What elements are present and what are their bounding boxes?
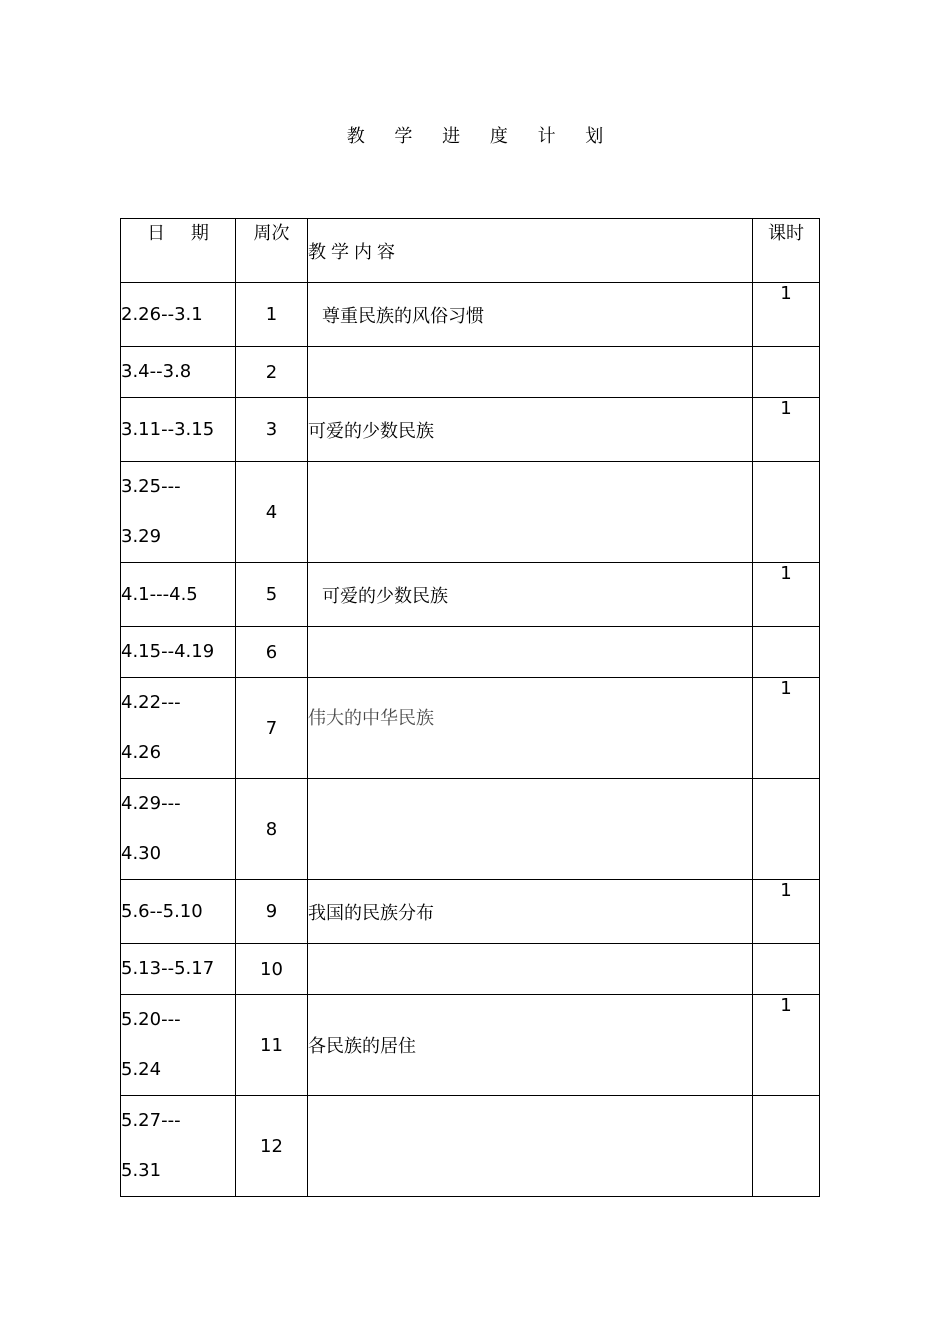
row-date: 3.11--3.15 [121, 398, 236, 462]
row-date-line1: 5.27--- [121, 1110, 181, 1131]
row-content: 可爱的少数民族 [308, 563, 753, 627]
table-row [121, 398, 820, 462]
table-row [121, 1096, 820, 1197]
row-date-line1: 4.22--- [121, 692, 181, 713]
row-content [308, 627, 753, 678]
row-hours [753, 1096, 820, 1197]
row-content: 可爱的少数民族 [308, 398, 753, 462]
row-content: 我国的民族分布 [308, 880, 753, 944]
table-row [121, 347, 820, 398]
row-week: 2 [236, 347, 308, 398]
row-content [308, 1096, 753, 1197]
row-hours: 1 [753, 283, 820, 347]
row-content [308, 462, 753, 563]
row-date-line2: 4.30 [121, 843, 162, 864]
row-hours [753, 462, 820, 563]
table-row [121, 462, 820, 563]
row-date-line2: 5.24 [121, 1059, 162, 1080]
row-hours [753, 779, 820, 880]
row-hours: 1 [753, 563, 820, 627]
row-hours: 1 [753, 995, 820, 1096]
row-date: 4.1---4.5 [121, 563, 236, 627]
header-date: 日 期 [121, 219, 236, 283]
row-date-line1: 4.29--- [121, 793, 181, 814]
table-row [121, 944, 820, 995]
row-week: 10 [236, 944, 308, 995]
table-row [121, 995, 820, 1096]
row-week: 7 [236, 678, 308, 779]
row-content [308, 944, 753, 995]
row-date-line1: 5.20--- [121, 1009, 181, 1030]
row-week: 11 [236, 995, 308, 1096]
row-date-line2: 5.31 [121, 1160, 162, 1181]
row-week: 12 [236, 1096, 308, 1197]
table-row [121, 563, 820, 627]
header-week: 周次 [236, 219, 308, 283]
row-week: 4 [236, 462, 308, 563]
row-date [121, 995, 236, 1096]
row-hours [753, 347, 820, 398]
row-date: 5.13--5.17 [121, 944, 236, 995]
row-date-line2: 3.29 [121, 526, 162, 547]
row-week: 8 [236, 779, 308, 880]
row-date-line2: 4.26 [121, 742, 162, 763]
row-hours [753, 944, 820, 995]
table-row [121, 678, 820, 779]
row-week: 3 [236, 398, 308, 462]
row-date [121, 779, 236, 880]
header-hours: 课时 [753, 219, 820, 283]
row-content [308, 678, 753, 779]
row-date [121, 462, 236, 563]
document-title: 教 学 进 度 计 划 [346, 126, 616, 147]
row-hours: 1 [753, 398, 820, 462]
row-content: 各民族的居住 [308, 995, 753, 1096]
row-hours: 1 [753, 678, 820, 779]
row-date: 3.4--3.8 [121, 347, 236, 398]
row-date [121, 1096, 236, 1197]
table-row [121, 283, 820, 347]
row-content: 尊重民族的风俗习惯 [308, 283, 753, 347]
row-week: 9 [236, 880, 308, 944]
row-hours: 1 [753, 880, 820, 944]
row-week: 1 [236, 283, 308, 347]
row-date [121, 678, 236, 779]
row-hours [753, 627, 820, 678]
table-row [121, 627, 820, 678]
table-row [121, 880, 820, 944]
row-date: 4.15--4.19 [121, 627, 236, 678]
row-date: 5.6--5.10 [121, 880, 236, 944]
table-row [121, 779, 820, 880]
row-week: 6 [236, 627, 308, 678]
row-content-text: 伟大的中华民族 [308, 708, 434, 729]
table-header-row [121, 219, 820, 283]
row-date: 2.26--3.1 [121, 283, 236, 347]
header-content: 教学内容 [308, 219, 753, 283]
row-week: 5 [236, 563, 308, 627]
schedule-table [120, 218, 820, 1197]
row-content [308, 347, 753, 398]
row-date-line1: 3.25--- [121, 476, 181, 497]
row-content [308, 779, 753, 880]
